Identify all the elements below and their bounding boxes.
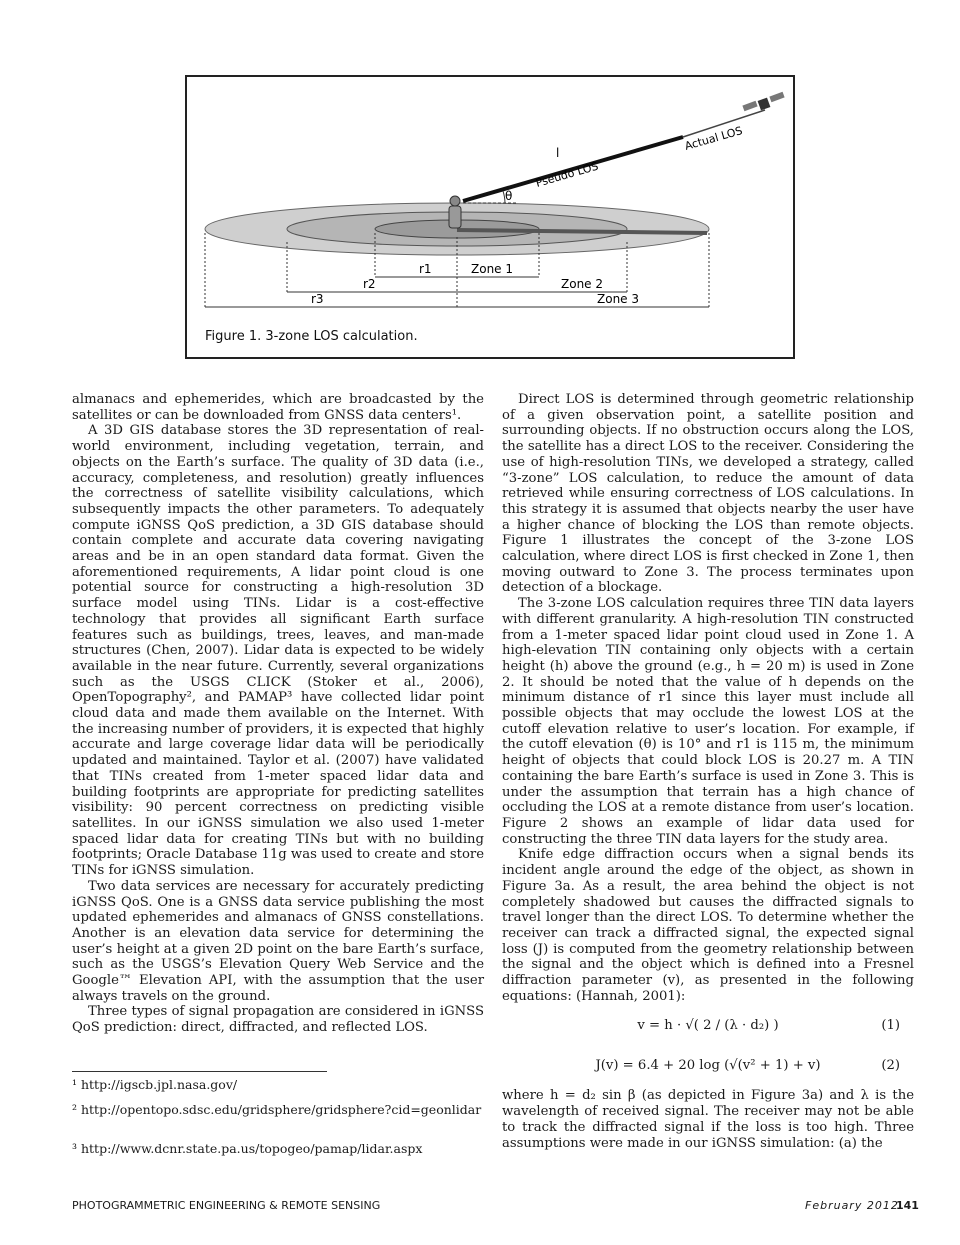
footnote-1: ¹ http://igscb.jpl.nasa.gov/ <box>72 1077 238 1092</box>
footnote-3: ³ http://www.dcnr.state.pa.us/topogeo/pamap/lidar.aspx <box>72 1141 423 1156</box>
equation-1-number: (1) <box>881 1018 900 1034</box>
paragraph: Two data services are necessary for accurately predicting iGNSS QoS. One is a GNSS data service publishing the most updated ephemerides and almanacs of GNSS constellations. Another is an elevation data service for determining the user’s height at a given 2D point on the bare Earth’s surface, such as the USGS’s Elevation Query Web Service and the Google™ Elevation API, with the assumption that the user always travels on the ground. <box>72 878 484 1004</box>
actual-los-label: Actual LOS <box>683 124 744 153</box>
equation-2-number: (2) <box>881 1058 900 1074</box>
user-head <box>450 196 460 206</box>
figure-caption: Figure 1. 3-zone LOS calculation. <box>205 329 418 344</box>
paragraph: The 3-zone LOS calculation requires three TIN data layers with different granularity. A high-resolution TIN constructed from a 1-meter spaced lidar point cloud used in Zone 1. A high-elevation TIN containing only objects with a certain height (h) above the ground (e.g., h = 20 m) is used in Zone 2. It should be noted that the value of h depends on the minimum distance of r1 since this layer must include all possible objects that may occlude the lowest LOS at the cutoff elevation relative to user’s location. For example, if the cutoff elevation (θ) is 10° and r1 is 115 m, the minimum height of objects that could block LOS is 20.27 m. A TIN containing the bare Earth’s surface is used in Zone 3. This is under the assumption that terrain has a high chance of occluding the LOS at a remote distance from user’s location. Figure 2 shows an example of lidar data used for constructing the three TIN data layers for the study area. <box>502 596 914 847</box>
theta-label: θ <box>505 189 513 203</box>
paragraph: where h = d₂ sin β (as depicted in Figure 3a) and λ is the wavelength of received signal. The receiver may not be able to track the diffracted signal if the loss is too high. Three assumptions were made in our iGNSS simulation: (a) the <box>502 1088 914 1151</box>
equation-1 <box>502 1004 914 1048</box>
zone2-label: Zone 2 <box>561 277 603 291</box>
paragraph: Three types of signal propagation are considered in iGNSS QoS prediction: direct, diffracted, and reflected LOS. <box>72 1004 484 1036</box>
three-zone-diagram <box>187 77 793 357</box>
paragraph: almanacs and ephemerides, which are broadcasted by the satellites or can be downloaded from GNSS data centers¹. <box>72 392 484 423</box>
issue-date: February 2012 <box>805 1199 899 1212</box>
r3-label: r3 <box>311 292 324 306</box>
left-column <box>72 392 484 1036</box>
l-label: l <box>556 146 560 160</box>
zone1-label: Zone 1 <box>471 262 513 276</box>
right-column <box>502 392 914 1151</box>
equation-2-body: J(v) = 6.4 + 20 log (√(v² + 1) + v) <box>595 1058 821 1074</box>
pseudo-los-label: Pseudo LOS <box>534 159 600 190</box>
footnote-2: ² http://opentopo.sdsc.edu/gridsphere/gridsphere?cid=geonlidar <box>72 1102 482 1117</box>
r1-label: r1 <box>419 262 432 276</box>
satellite-icon <box>742 92 784 111</box>
paragraph: Knife edge diffraction occurs when a signal bends its incident angle around the edge of the object, as shown in Figure 3a. As a result, the area behind the object is not completely shadowed but causes the diffracted signals to travel longer than the direct LOS. To determine whether the receiver can track a diffracted signal, the expected signal loss (J) is computed from the geometry relationship between the signal and the object which is defined into a Fresnel diffraction parameter (v), as presented in the following equations: (Hannah, 2001): <box>502 847 914 1004</box>
zone3-label: Zone 3 <box>597 292 639 306</box>
footnote-rule <box>72 1071 327 1072</box>
figure-1 <box>185 75 795 359</box>
r2-label: r2 <box>363 277 376 291</box>
paragraph: A 3D GIS database stores the 3D representation of real-world environment, including vegetation, terrain, and objects on the Earth’s surface. The quality of 3D data (i.e., accuracy, completeness, and resolution) greatly influences the correctness of satellite visibility calculations, which subsequently impacts the other parameters. To adequately compute iGNSS QoS prediction, a 3D GIS database should contain complete and accurate data covering navigating areas and be in an open standard data format. Given the aforementioned requirements, A lidar point cloud is one potential source for constructing a high-resolution 3D surface model using TINs. Lidar is a cost-effective technology that provides all significant Earth surface features such as buildings, trees, leaves, and man-made structures (Chen, 2007). Lidar data is expected to be widely available in the near future. Currently, several organizations such as the USGS CLICK (Stoker et al., 2006), OpenTopography², and PAMAP³ have collected lidar point cloud data and made them available on the Internet. With the increasing number of providers, it is expected that highly accurate and large coverage lidar data will be periodically updated and maintained. Taylor et al. (2007) have validated that TINs created from 1-meter spaced lidar data and building footprints are appropriate for predicting satellites visibility: 90 percent correctness on predicting visible satellites. In our iGNSS simulation we also used 1-meter spaced lidar data for creating TINs but with no building footprints; Oracle Database 11g was used to create and store TINs for iGNSS simulation. <box>72 423 484 879</box>
page-number: 141 <box>896 1199 919 1212</box>
user-body <box>449 206 461 228</box>
paragraph: Direct LOS is determined through geometric relationship of a given observation point, a satellite position and surrounding objects. If no obstruction occurs along the LOS, the satellite has a direct LOS to the receiver. Considering the use of high-resolution TINs, we developed a strategy, called “3-zone” LOS calculation, to reduce the amount of data retrieved while ensuring correctness of LOS calculations. In this strategy it is assumed that objects nearby the user have a higher chance of blocking the LOS than remote objects. Figure 1 illustrates the concept of the 3-zone LOS calculation, where direct LOS is first checked in Zone 1, then moving outward to Zone 3. The process terminates upon detection of a blockage. <box>502 392 914 596</box>
equation-2 <box>502 1048 914 1088</box>
equation-1-body: v = h · √( 2 / (λ · d₂) ) <box>637 1018 779 1034</box>
journal-name: PHOTOGRAMMETRIC ENGINEERING & REMOTE SENSING <box>72 1199 381 1212</box>
